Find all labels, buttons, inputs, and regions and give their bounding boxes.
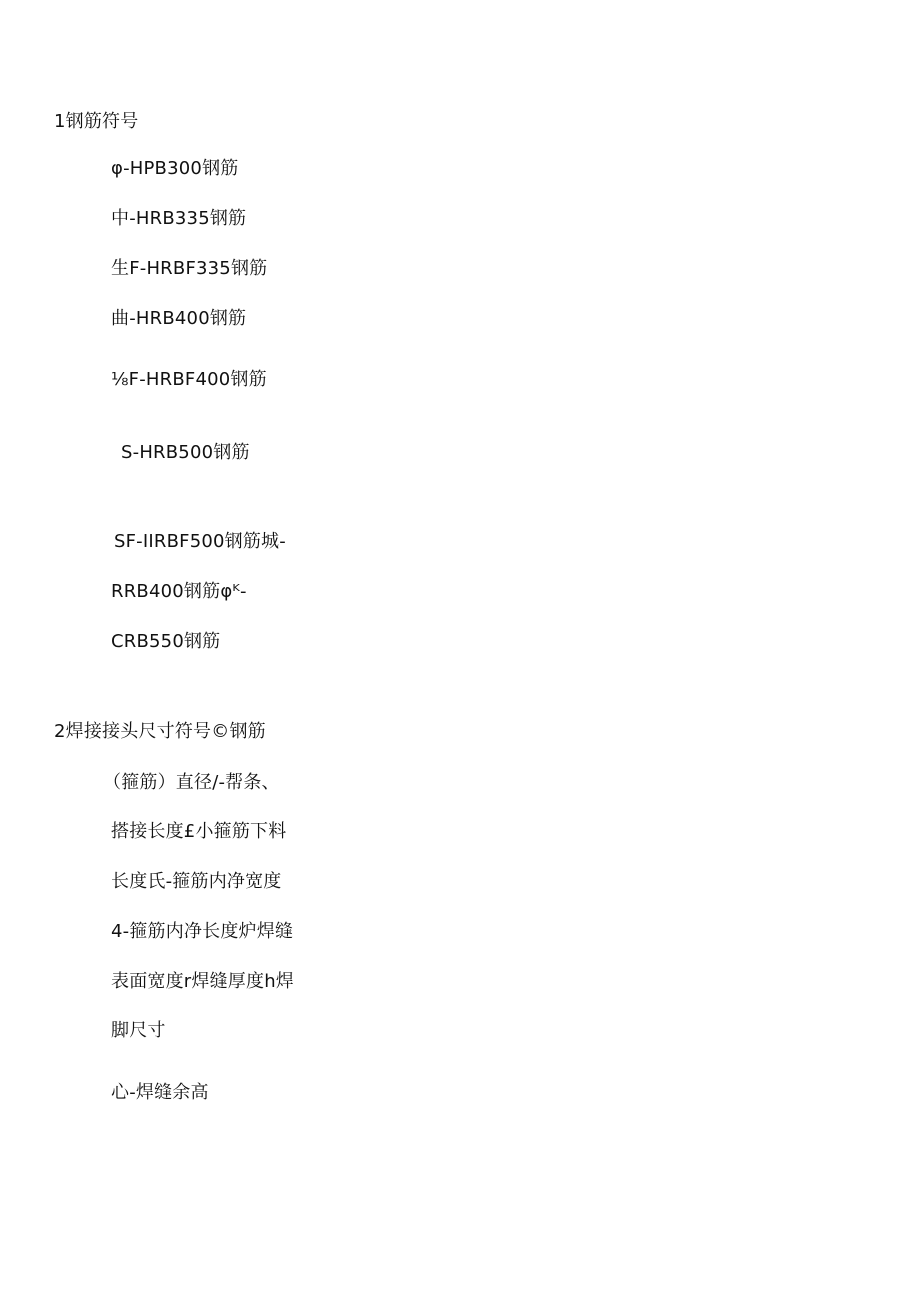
rebar-symbol-item: CRB550钢筋 [111, 631, 221, 652]
weld-symbol-item: （箍筋）直径/-帮条、 [103, 772, 280, 793]
rebar-symbol-item: ⅛F-HRBF400钢筋 [111, 369, 267, 390]
rebar-symbol-item: 生F-HRBF335钢筋 [111, 258, 268, 279]
rebar-symbol-item: RRB400钢筋φᴷ- [111, 581, 247, 602]
weld-symbol-item: 脚尺寸 [111, 1020, 166, 1041]
weld-symbol-item: 搭接长度£小箍筋下料 [111, 821, 287, 842]
rebar-symbol-item: φ-HPB300钢筋 [111, 158, 239, 179]
rebar-symbol-item: SF-IIRBF500钢筋城- [114, 531, 286, 552]
weld-symbol-item: 表面宽度r焊缝厚度h焊 [111, 971, 295, 992]
rebar-symbol-item: 中-HRB335钢筋 [111, 208, 247, 229]
weld-symbol-item: 长度氏-箍筋内净宽度 [111, 871, 282, 892]
weld-symbol-item: 4-箍筋内净长度炉焊缝 [111, 921, 294, 942]
rebar-symbol-item: S-HRB500钢筋 [121, 442, 250, 463]
section-heading-rebar-symbols: 1钢筋符号 [54, 111, 139, 132]
rebar-symbol-item: 曲-HRB400钢筋 [111, 308, 247, 329]
weld-symbol-item: 心-焊缝余高 [111, 1082, 209, 1103]
section-heading-weld-symbols: 2焊接接头尺寸符号©钢筋 [54, 721, 266, 742]
